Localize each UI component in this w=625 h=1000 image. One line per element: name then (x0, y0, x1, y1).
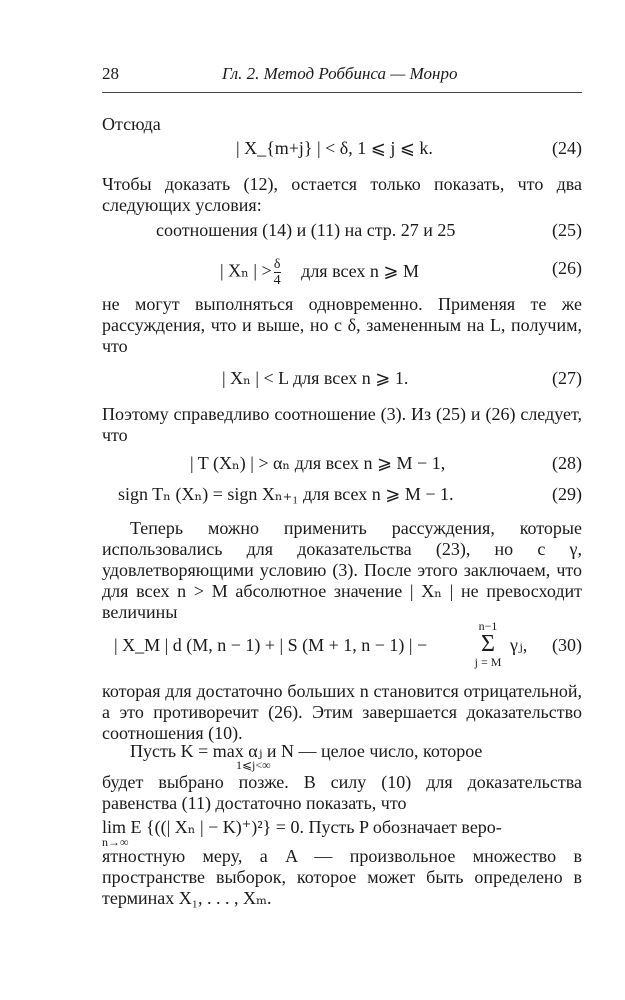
equation-29-number: (29) (552, 484, 582, 504)
summation-sign: Σ (481, 631, 495, 657)
equation-30 (102, 619, 582, 669)
equation-26-left: | Xₙ | > (220, 260, 272, 281)
equation-27-number: (27) (552, 368, 582, 388)
fraction-denominator: 4 (273, 273, 281, 288)
equation-30-left: | X_M | d (M, n − 1) + | S (M + 1, n − 1) | − (114, 635, 428, 655)
equation-24-number: (24) (552, 138, 582, 158)
max-subscript: 1⩽j<∞ (236, 758, 271, 772)
paragraph-4: Теперь можно применить рассуждения, которые использовались для доказательства (23), но с γ, удовлетворяющими условию (3). После этого заключаем, что для всех n > M абсолютное значение | Xₙ | не превосходит величины (102, 518, 582, 622)
equation-24-formula: | X_{m+j} | < δ, 1 ⩽ j ⩽ k. (236, 138, 433, 158)
equation-26 (102, 251, 582, 288)
summation-lower-limit: j = M (474, 655, 502, 669)
equation-28-number: (28) (552, 453, 582, 473)
equation-27-formula: | Xₙ | < L для всех n ⩾ 1. (222, 368, 409, 388)
equation-26-formula (220, 257, 419, 288)
running-title: Гл. 2. Метод Роббинса — Монро (222, 64, 458, 83)
paragraph-6-line-2: будет выбрано позже. В силу (10) для доказательства равенства (11) достаточно показать, что (102, 772, 582, 813)
paragraph-6-line-4: ятностную меру, а A — произвольное множество в пространстве выборок, которое может быть определено в терминах X₁, . . . , Xₘ. (102, 846, 582, 908)
paragraph-2: не могут выполняться одновременно. Применяя те же рассуждения, что и выше, но с δ, замененным на L, получим, что (102, 294, 582, 356)
equation-30-number: (30) (552, 635, 582, 655)
equation-26-right: для всех n ⩾ M (301, 260, 420, 281)
summation-upper-limit: n−1 (478, 619, 498, 633)
paragraph-otsyuda: Отсюда (102, 114, 161, 134)
page-number: 28 (102, 64, 119, 83)
paragraph-5: которая для достаточно больших n становится отрицательной, а это противоречит (26). Этим завершается доказательство соотношения (10). (102, 681, 582, 743)
paragraph-1: Чтобы доказать (12), остается только показать, что два следующих условия: (102, 174, 582, 215)
header-rule (102, 92, 582, 93)
fraction-numerator: δ (273, 257, 281, 272)
equation-25-number: (25) (552, 220, 582, 240)
paragraph-6-line-1: Пусть K = max αⱼ и N — целое число, которое (130, 741, 483, 761)
paragraph-6-line-3: lim E {((| Xₙ | − K)⁺)²} = 0. Пусть P обозначает веро- (102, 817, 502, 837)
equation-26-fraction (274, 257, 281, 288)
paragraph-3: Поэтому справедливо соотношение (3). Из (25) и (26) следует, что (102, 404, 582, 445)
equation-29-formula: sign Tₙ (Xₙ) = sign Xₙ₊₁ для всех n ⩾ M − 1. (118, 484, 454, 504)
running-header (102, 64, 582, 88)
lim-subscript: n→∞ (102, 835, 129, 849)
equation-26-number: (26) (552, 258, 582, 278)
summation (468, 620, 508, 668)
equation-25-formula: соотношения (14) и (11) на стр. 27 и 25 (156, 220, 456, 240)
equation-28-formula: | T (Xₙ) | > αₙ для всех n ⩾ M − 1, (190, 453, 446, 473)
equation-30-right: γⱼ, (510, 635, 528, 655)
